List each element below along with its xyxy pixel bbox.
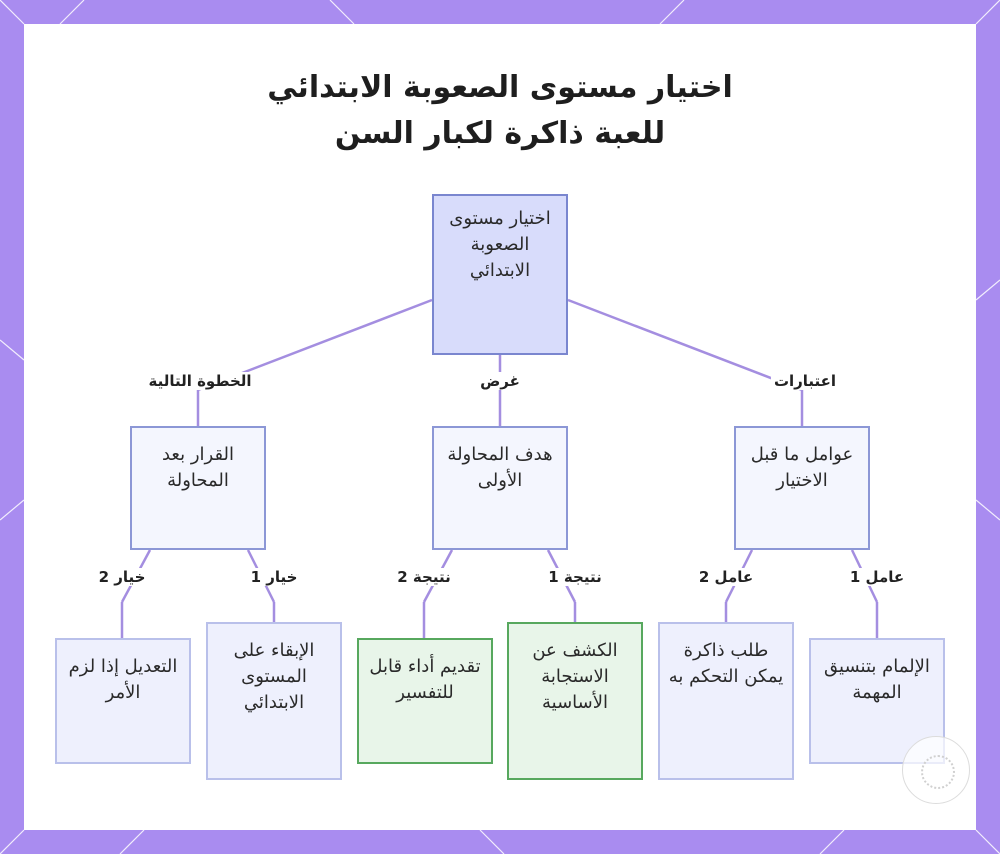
diagram-title-line1: اختيار مستوى الصعوبة الابتدائي xyxy=(267,70,733,105)
node-result1-label: الكشف عن الاستجابة الأساسية xyxy=(532,640,618,713)
node-factor2-label: طلب ذاكرة يمكن التحكم به xyxy=(668,640,784,687)
node-purpose xyxy=(432,426,568,550)
edge-label-factor1: عامل 1 xyxy=(847,568,907,586)
root-node xyxy=(432,194,568,355)
node-option2-label: التعديل إذا لزم الأمر xyxy=(68,656,178,703)
edge-root-considerations xyxy=(568,300,802,390)
edge-label-result2: نتيجة 2 xyxy=(394,568,453,586)
node-factor1-label: الإلمام بتنسيق المهمة xyxy=(824,656,930,703)
node-option1 xyxy=(206,622,342,780)
node-option1-label: الإبقاء على المستوى الابتدائي xyxy=(233,640,315,713)
node-purpose-label: هدف المحاولة الأولى xyxy=(447,444,553,491)
edge-label-purpose: غرض xyxy=(477,372,523,390)
node-factor2 xyxy=(658,622,794,780)
edge-label-option1: خيار 1 xyxy=(248,568,301,586)
edge-label-factor2: عامل 2 xyxy=(696,568,756,586)
node-next-step xyxy=(130,426,266,550)
node-option2 xyxy=(55,638,191,764)
edge-label-result1: نتيجة 1 xyxy=(545,568,604,586)
edge-label-considerations: اعتبارات xyxy=(771,372,839,390)
edge-label-option2: خيار 2 xyxy=(96,568,149,586)
root-node-label: اختيار مستوى الصعوبة الابتدائي xyxy=(449,208,551,281)
logo-icon xyxy=(902,736,970,804)
node-result2-label: تقديم أداء قابل للتفسير xyxy=(369,656,481,703)
node-result1 xyxy=(507,622,643,780)
node-result2 xyxy=(357,638,493,764)
edge-label-next-step: الخطوة التالية xyxy=(145,372,254,390)
node-next-step-label: القرار بعد المحاولة xyxy=(161,444,235,491)
diagram-title-line2: للعبة ذاكرة لكبار السن xyxy=(334,116,666,151)
node-considerations-label: عوامل ما قبل الاختيار xyxy=(750,444,854,491)
node-considerations xyxy=(734,426,870,550)
